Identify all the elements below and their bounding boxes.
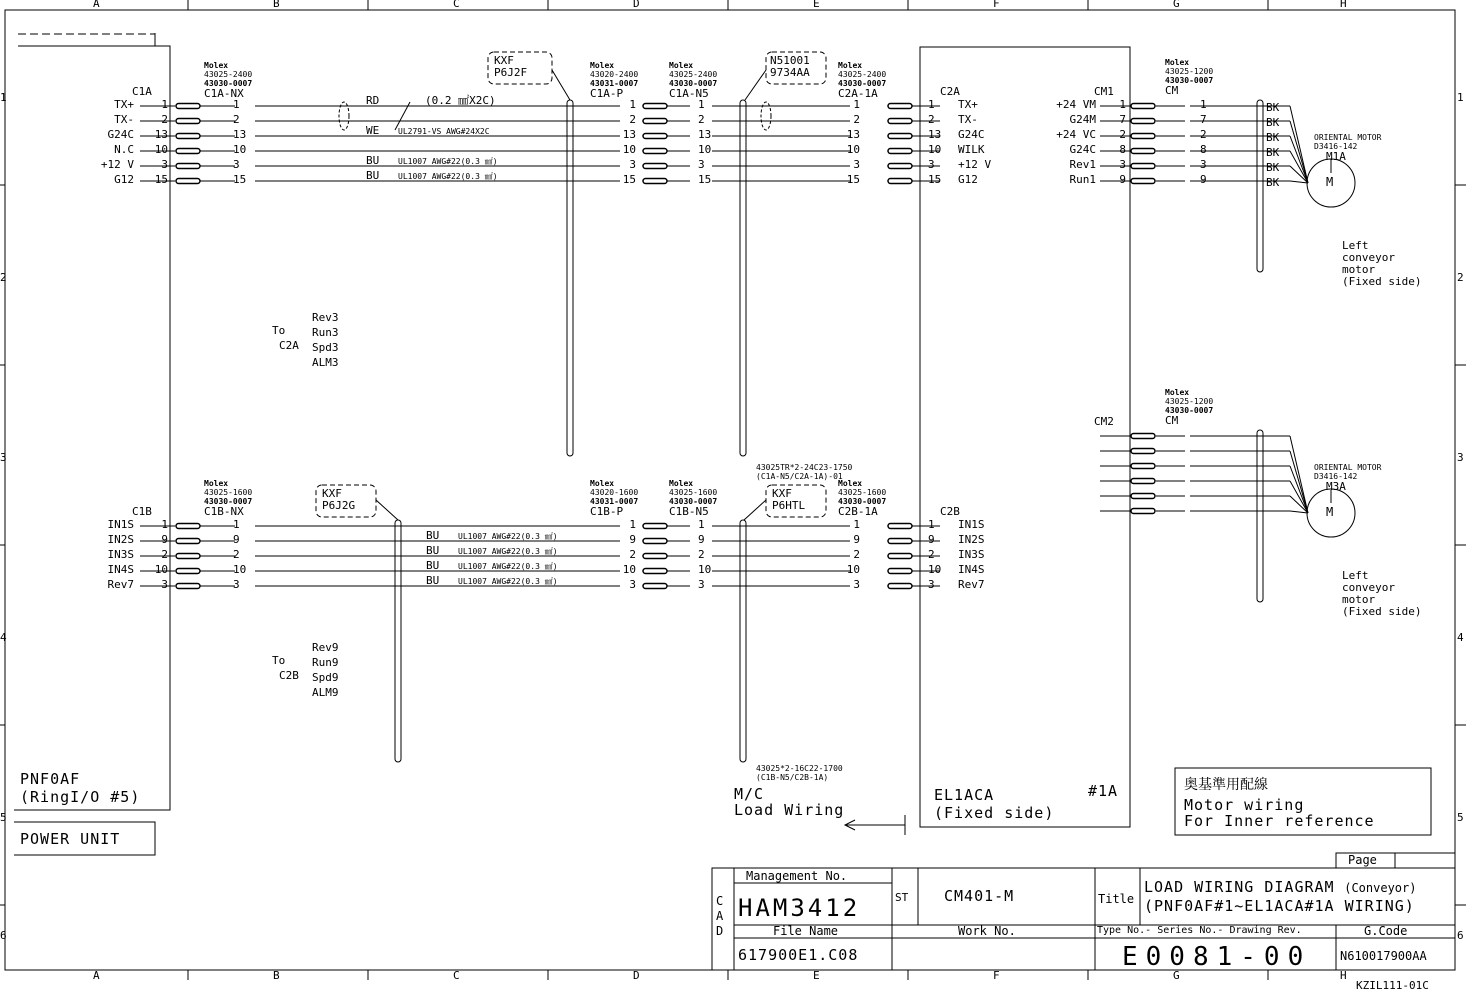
c1b-row-pin-c2b: 9 <box>853 533 860 546</box>
c1a-row-wire-color: BU <box>366 169 380 182</box>
c1b-row-pin: 3 <box>161 578 168 591</box>
drawing-number: E0081-00 <box>1122 942 1312 972</box>
cm1-row-pin: 7 <box>1119 113 1126 126</box>
to-c2b-target: C2B <box>279 669 299 682</box>
cm2-motor-lead <box>1290 481 1308 513</box>
cm1-row-pin-cm: 1 <box>1200 98 1207 111</box>
c1b-row-signal: IN1S <box>107 518 134 531</box>
work-no-label: Work No. <box>958 924 1016 938</box>
c1a-p-terminal <box>643 179 667 184</box>
cm2-terminal <box>1131 494 1155 499</box>
c1a-row-pin-p: 13 <box>622 128 636 141</box>
grid-col-h: H <box>1340 0 1347 10</box>
mc-load-wiring-label: M/C Load Wiring <box>734 785 845 819</box>
c1a-row-pin-n5: 13 <box>698 128 712 141</box>
cm1-row-pin-cm: 7 <box>1200 113 1207 126</box>
mgmt-number: HAM3412 <box>738 894 861 922</box>
footer-code: KZIL111-01C <box>1356 979 1429 992</box>
grid-row-3: 3 <box>0 451 7 464</box>
c1b-terminal <box>176 524 200 529</box>
cm1-row-color: BK <box>1266 131 1280 144</box>
cm1-row-color: BK <box>1266 101 1280 114</box>
cm1-row-signal: G24C <box>1069 143 1096 156</box>
c1a-row-pin: 2 <box>161 113 168 126</box>
c1b-p-terminal <box>643 524 667 529</box>
c1b-title: C1B <box>132 505 152 518</box>
c1a-row-pin-n5: 2 <box>698 113 705 126</box>
molex-cm1: Molex 43025-1200 43030-0007 CM <box>1165 58 1214 97</box>
c2b-row-pin: 10 <box>928 563 942 576</box>
title-label: Title <box>1098 892 1135 906</box>
c1a-p-terminal <box>643 119 667 124</box>
harness-note-upper: 43025TR*2-24C23-1750 (C1A-N5/C2A-1A)-01 <box>756 463 853 481</box>
c1a-row-pin-c2a: 3 <box>853 158 860 171</box>
c1a-terminal <box>176 179 200 184</box>
molex-c1a-n5: Molex 43025-2400 43030-0007 C1A-N5 <box>669 61 718 100</box>
c1b-row-pin-nx: 1 <box>233 518 240 531</box>
c1b-row-pin: 9 <box>161 533 168 546</box>
c1a-p-terminal <box>643 104 667 109</box>
to-c2b-sig: Rev9 <box>312 641 339 654</box>
molex-c1a-nx: Molex 43025-2400 43030-0007 C1A-NX <box>204 61 253 100</box>
cm2-motor-lead <box>1290 511 1308 513</box>
c1a-row-pin-c2a: 1 <box>853 98 860 111</box>
c1b-p-terminal <box>643 569 667 574</box>
c1a-row-pin-nx: 1 <box>233 98 240 111</box>
cm1-row-signal: +24 VM <box>1056 98 1096 111</box>
grid-col-h-bottom: H <box>1340 969 1347 982</box>
cm1-row-pin: 8 <box>1119 143 1126 156</box>
c1a-title: C1A <box>132 85 152 98</box>
c1b-row-wire-spec: UL1007 AWG#22(0.3 ㎟) <box>458 577 558 586</box>
c2b-terminal <box>888 569 912 574</box>
c1b-row-wire-color: BU <box>426 559 440 572</box>
grid-row-2-right: 2 <box>1457 271 1464 284</box>
c1a-row-wire-color: WE <box>366 124 380 137</box>
c2a-row-pin: 13 <box>928 128 942 141</box>
c2a-terminal <box>888 164 912 169</box>
cm1-motor-lead <box>1290 151 1308 183</box>
cm1-row-pin-cm: 2 <box>1200 128 1207 141</box>
grid-col-b: B <box>273 0 280 10</box>
c1b-row-wire-color: BU <box>426 574 440 587</box>
grid-col-g: G <box>1173 0 1180 10</box>
c1a-row-wire-color: RD <box>366 94 380 107</box>
n51001-callout: N51001 9734AA <box>770 54 810 79</box>
grid-row-4: 4 <box>0 631 7 644</box>
c2a-row-pin: 10 <box>928 143 942 156</box>
grid-row-6: 6 <box>0 929 7 942</box>
c2b-terminal <box>888 584 912 589</box>
grid-row-5: 5 <box>0 811 7 824</box>
c2a-title: C2A <box>940 85 960 98</box>
c1a-terminal <box>176 149 200 154</box>
cm2-motor-lead <box>1290 436 1308 513</box>
c2b-row-pin: 1 <box>928 518 935 531</box>
c1b-row-pin-c2b: 3 <box>853 578 860 591</box>
grid-col-e-bottom: E <box>813 969 820 982</box>
cm1-terminal <box>1131 119 1155 124</box>
molex-c1b-n5: Molex 43025-1600 43030-0007 C1B-N5 <box>669 479 718 518</box>
c1a-row-wire-spec: UL1007 AWG#22(0.3 ㎟) <box>398 157 498 166</box>
c2b-terminal <box>888 524 912 529</box>
c2a-row-pin: 3 <box>928 158 935 171</box>
cm1-row-color: BK <box>1266 116 1280 129</box>
molex-c2b-1a: Molex 43025-1600 43030-0007 C2B-1A <box>838 479 887 518</box>
c1a-row-pin-nx: 3 <box>233 158 240 171</box>
c1b-row-pin-n5: 9 <box>698 533 705 546</box>
c2b-row-signal: IN4S <box>958 563 985 576</box>
grid-row-5-right: 5 <box>1457 811 1464 824</box>
c2a-row-signal: TX+ <box>958 98 978 111</box>
el1aca-label: EL1ACA (Fixed side) <box>934 786 1055 822</box>
cm1-motor-lead <box>1290 121 1308 183</box>
c1a-row-pin-p: 2 <box>629 113 636 126</box>
to-c2a-sig: Run3 <box>312 326 339 339</box>
drawing-title: LOAD WIRING DIAGRAM (Conveyor) <box>1144 878 1417 896</box>
c1b-row-signal: IN4S <box>107 563 134 576</box>
file-name: 617900E1.C08 <box>738 946 859 964</box>
cm1-row-color: BK <box>1266 146 1280 159</box>
c2a-row-signal: G12 <box>958 173 978 186</box>
c1a-row-pin-c2a: 2 <box>853 113 860 126</box>
grid-row-1-right: 1 <box>1457 91 1464 104</box>
c1b-row-pin-p: 9 <box>629 533 636 546</box>
cm1-row-signal: +24 VC <box>1056 128 1096 141</box>
grid-col-e: E <box>813 0 820 10</box>
cm1-row-pin: 9 <box>1119 173 1126 186</box>
cm1-row-pin-cm: 9 <box>1200 173 1207 186</box>
cm2-side-note: Left conveyor motor (Fixed side) <box>1342 569 1422 618</box>
c1a-terminal <box>176 134 200 139</box>
cm1-row-signal: G24M <box>1069 113 1096 126</box>
cm1-terminal <box>1131 104 1155 109</box>
cm1-row-pin: 3 <box>1119 158 1126 171</box>
file-name-label: File Name <box>773 924 839 938</box>
kxf-p6htl-callout: KXF P6HTL <box>772 487 806 512</box>
cm2-motor-lead <box>1290 451 1308 513</box>
to-c2b-label: To <box>272 654 286 667</box>
cm1-row-color: BK <box>1266 176 1280 189</box>
to-c2b-sig: Spd9 <box>312 671 339 684</box>
grid-col-c-bottom: C <box>453 969 460 982</box>
c1a-row-wire-spec: (0.2 ㎟X2C) <box>425 94 496 107</box>
molex-c1b-p: Molex 43020-1600 43031-0007 C1B-P <box>590 479 639 518</box>
pnf-label: PNF0AF (RingI/O #5) <box>20 770 141 806</box>
to-c2b-sig: ALM9 <box>312 686 339 699</box>
c1a-row-pin-p: 15 <box>622 173 636 186</box>
cm2-terminal <box>1131 479 1155 484</box>
c1b-row-pin-c2b: 1 <box>853 518 860 531</box>
c1b-p-terminal <box>643 584 667 589</box>
c2b-row-pin: 3 <box>928 578 935 591</box>
cad-label: C A D <box>716 894 724 938</box>
c1b-row-pin-nx: 9 <box>233 533 240 546</box>
type-no-label: Type No.- Series No.- Drawing Rev. <box>1097 925 1302 936</box>
to-c2a-label: To <box>272 324 286 337</box>
c1a-p-terminal <box>643 134 667 139</box>
c1a-row-pin: 13 <box>154 128 168 141</box>
c1a-row-signal: +12 V <box>100 158 134 171</box>
c2a-row-pin: 1 <box>928 98 935 111</box>
cm2-terminal <box>1131 509 1155 514</box>
c1b-row-pin: 10 <box>154 563 168 576</box>
grid-row-1: 1 <box>0 91 7 104</box>
c1b-row-pin-n5: 1 <box>698 518 705 531</box>
c2a-terminal <box>888 119 912 124</box>
to-c2a-target: C2A <box>279 339 299 352</box>
c1a-row-pin-p: 3 <box>629 158 636 171</box>
mgmt-label: Management No. <box>746 869 848 883</box>
molex-c2a-1a: Molex 43025-2400 43030-0007 C2A-1A <box>838 61 887 100</box>
grid-col-f-bottom: F <box>993 969 1000 982</box>
c2a-terminal <box>888 134 912 139</box>
c1a-row-pin-n5: 3 <box>698 158 705 171</box>
c1a-row-wire-color: BU <box>366 154 380 167</box>
c1a-row-pin-nx: 13 <box>233 128 247 141</box>
grid-col-c: C <box>453 0 460 10</box>
cm1-terminal <box>1131 134 1155 139</box>
c1a-row-pin-nx: 10 <box>233 143 247 156</box>
c1b-p-terminal <box>643 539 667 544</box>
c2b-row-pin: 2 <box>928 548 935 561</box>
motor-icon: M <box>1326 505 1334 519</box>
cm1-row-pin: 2 <box>1119 128 1126 141</box>
motor-icon: M <box>1326 175 1334 189</box>
c1b-row-pin-nx: 3 <box>233 578 240 591</box>
to-c2a-sig: ALM3 <box>312 356 339 369</box>
c1a-row-signal: TX+ <box>114 98 134 111</box>
cm1-motor-label: ORIENTAL MOTOR D3416-142 M1A <box>1314 133 1382 163</box>
c1a-row-pin-nx: 2 <box>233 113 240 126</box>
c2a-row-pin: 2 <box>928 113 935 126</box>
cm2-terminal <box>1131 449 1155 454</box>
c1b-row-pin: 2 <box>161 548 168 561</box>
cm1-row-signal: Run1 <box>1069 173 1096 186</box>
c1a-row-signal: G24C <box>107 128 134 141</box>
c1a-row-pin: 10 <box>154 143 168 156</box>
grid-col-d-bottom: D <box>633 969 640 982</box>
grid-row-3-right: 3 <box>1457 451 1464 464</box>
c1b-row-pin-p: 2 <box>629 548 636 561</box>
grid-col-f: F <box>993 0 1000 10</box>
c1a-row-signal: G12 <box>114 173 134 186</box>
c1a-row-wire-spec: UL2791-VS AWG#24X2C <box>398 127 490 136</box>
c2a-terminal <box>888 149 912 154</box>
c1b-row-pin-p: 10 <box>622 563 636 576</box>
harness-note-lower: 43025*2-16C22-1700 (C1B-N5/C2B-1A) <box>756 764 843 782</box>
c1a-terminal <box>176 164 200 169</box>
inner-ref-jp: 奥基準用配線 <box>1184 777 1268 793</box>
c1b-row-pin-p: 1 <box>629 518 636 531</box>
c1b-row-signal: Rev7 <box>107 578 134 591</box>
cm1-row-pin: 1 <box>1119 98 1126 111</box>
c1b-row-signal: IN3S <box>107 548 134 561</box>
c2a-row-signal: +12 V <box>958 158 992 171</box>
cm2-terminal <box>1131 434 1155 439</box>
c1b-row-pin-n5: 2 <box>698 548 705 561</box>
c1a-row-pin-n5: 1 <box>698 98 705 111</box>
c1a-row-signal: N.C <box>114 143 134 156</box>
c2b-row-signal: IN1S <box>958 518 985 531</box>
c1a-row-signal: TX- <box>114 113 134 126</box>
c1b-terminal <box>176 539 200 544</box>
to-c2a-sig: Spd3 <box>312 341 339 354</box>
cm1-row-color: BK <box>1266 161 1280 174</box>
kxf-p6j2g-callout: KXF P6J2G <box>322 487 356 512</box>
cm1-row-signal: Rev1 <box>1069 158 1096 171</box>
c1a-row-wire-spec: UL1007 AWG#22(0.3 ㎟) <box>398 172 498 181</box>
to-c2a-sig: Rev3 <box>312 311 339 324</box>
c1a-row-pin: 15 <box>154 173 168 186</box>
c2b-title: C2B <box>940 505 960 518</box>
grid-col-a: A <box>93 0 100 10</box>
c1a-row-pin-p: 10 <box>622 143 636 156</box>
c2a-terminal <box>888 179 912 184</box>
cm1-terminal <box>1131 179 1155 184</box>
c1b-row-pin-n5: 3 <box>698 578 705 591</box>
c1a-terminal <box>176 119 200 124</box>
c1a-row-pin-n5: 10 <box>698 143 712 156</box>
cm1-motor-lead <box>1290 181 1308 183</box>
c1b-row-pin-nx: 2 <box>233 548 240 561</box>
c1b-row-wire-color: BU <box>426 544 440 557</box>
c1b-row-pin-c2b: 2 <box>853 548 860 561</box>
cm1-row-pin-cm: 3 <box>1200 158 1207 171</box>
c1b-terminal <box>176 569 200 574</box>
c2b-row-signal: Rev7 <box>958 578 985 591</box>
c2b-row-signal: IN3S <box>958 548 985 561</box>
c1a-row-pin-c2a: 15 <box>846 173 860 186</box>
to-c2b-sig: Run9 <box>312 656 339 669</box>
c2b-row-signal: IN2S <box>958 533 985 546</box>
grid-col-b-bottom: B <box>273 969 280 982</box>
c2a-row-signal: TX- <box>958 113 978 126</box>
c1a-row-pin: 1 <box>161 98 168 111</box>
c1b-row-wire-spec: UL1007 AWG#22(0.3 ㎟) <box>458 562 558 571</box>
c1b-p-terminal <box>643 554 667 559</box>
gcode-label: G.Code <box>1364 924 1408 938</box>
cm2-motor-label: ORIENTAL MOTOR D3416-142 M3A <box>1314 463 1382 493</box>
power-unit-label: POWER UNIT <box>20 830 121 848</box>
molex-cm2: Molex 43025-1200 43030-0007 CM <box>1165 388 1214 427</box>
cm2-title: CM2 <box>1094 415 1114 428</box>
drawing-subtitle: (PNF0AF#1~EL1ACA#1A WIRING) <box>1144 897 1415 915</box>
molex-c1b-nx: Molex 43025-1600 43030-0007 C1B-NX <box>204 479 253 518</box>
c1a-row-pin-n5: 15 <box>698 173 712 186</box>
c1b-row-pin-c2b: 10 <box>846 563 860 576</box>
c1b-row-signal: IN2S <box>107 533 134 546</box>
cm1-terminal <box>1131 164 1155 169</box>
grid-row-2: 2 <box>0 271 7 284</box>
c2b-terminal <box>888 554 912 559</box>
c1b-row-pin-n5: 10 <box>698 563 712 576</box>
g-code: N610017900AA <box>1340 949 1427 963</box>
st-label: ST <box>895 891 909 904</box>
cm2-terminal <box>1131 464 1155 469</box>
c1a-p-terminal <box>643 164 667 169</box>
c1b-terminal <box>176 554 200 559</box>
c1a-row-pin-nx: 15 <box>233 173 247 186</box>
kxf-p6j2f-callout: KXF P6J2F <box>494 54 528 79</box>
cm1-title: CM1 <box>1094 85 1114 98</box>
el1aca-number: #1A <box>1088 782 1119 800</box>
molex-c1a-p: Molex 43020-2400 43031-0007 C1A-P <box>590 61 639 100</box>
c2a-row-pin: 15 <box>928 173 942 186</box>
c1a-p-terminal <box>643 149 667 154</box>
inner-ref-label: Motor wiring For Inner reference <box>1184 796 1375 830</box>
c1b-row-wire-spec: UL1007 AWG#22(0.3 ㎟) <box>458 532 558 541</box>
c1a-row-pin-p: 1 <box>629 98 636 111</box>
cm1-terminal <box>1131 149 1155 154</box>
grid-row-6-right: 6 <box>1457 929 1464 942</box>
grid-row-4-right: 4 <box>1457 631 1464 644</box>
c1b-row-pin-nx: 10 <box>233 563 247 576</box>
model-number: CM401-M <box>944 887 1015 905</box>
c1a-terminal <box>176 104 200 109</box>
c2b-row-pin: 9 <box>928 533 935 546</box>
page-label: Page <box>1348 853 1377 867</box>
c2a-row-signal: WILK <box>958 143 985 156</box>
c2b-terminal <box>888 539 912 544</box>
c1a-row-pin-c2a: 13 <box>846 128 860 141</box>
c1b-row-pin-p: 3 <box>629 578 636 591</box>
c2a-row-signal: G24C <box>958 128 985 141</box>
cm1-motor-lead <box>1290 106 1308 183</box>
c1a-row-pin: 3 <box>161 158 168 171</box>
grid-col-a-bottom: A <box>93 969 100 982</box>
cm1-side-note: Left conveyor motor (Fixed side) <box>1342 239 1422 288</box>
c1b-row-wire-spec: UL1007 AWG#22(0.3 ㎟) <box>458 547 558 556</box>
c2a-terminal <box>888 104 912 109</box>
c1b-row-wire-color: BU <box>426 529 440 542</box>
grid-col-d: D <box>633 0 640 10</box>
c1b-row-pin: 1 <box>161 518 168 531</box>
grid-col-g-bottom: G <box>1173 969 1180 982</box>
c1a-row-pin-c2a: 10 <box>846 143 860 156</box>
cm1-row-pin-cm: 8 <box>1200 143 1207 156</box>
c1b-terminal <box>176 584 200 589</box>
